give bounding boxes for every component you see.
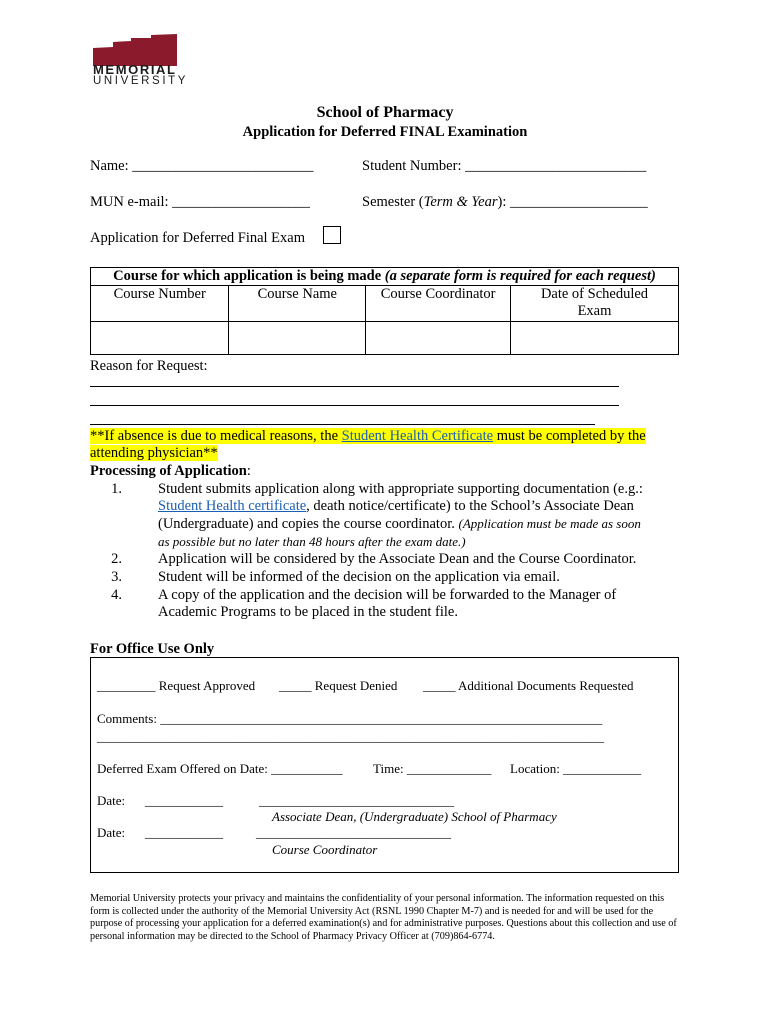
deferred-exam-label: Application for Deferred Final Exam: [90, 230, 306, 246]
dean-date-field[interactable]: ____________: [145, 793, 223, 808]
comments-field[interactable]: Comments: ____________________________________________________________________: [97, 711, 603, 726]
dean-signature-line[interactable]: ______________________________: [259, 793, 454, 808]
coordinator-date-field[interactable]: ____________: [145, 825, 223, 840]
step-2: Application will be considered by the Associate Dean and the Course Coordinator.: [158, 551, 637, 567]
step-1-number: 1.: [111, 481, 122, 497]
step-2-number: 2.: [111, 551, 122, 567]
deferred-location-field[interactable]: Location: ____________: [510, 761, 642, 776]
request-denied-field[interactable]: _____ Request Denied: [279, 678, 398, 693]
coordinator-signature-caption: Course Coordinator: [272, 842, 378, 857]
step-4-number: 4.: [111, 587, 122, 603]
reason-line-3[interactable]: [90, 424, 595, 425]
step-3-number: 3.: [111, 569, 122, 585]
student-number-field[interactable]: Student Number: _________________________: [362, 158, 647, 174]
course-table: [90, 267, 679, 355]
deferred-exam-checkbox[interactable]: [323, 226, 341, 244]
column-course-coordinator: Course Coordinator: [366, 286, 511, 322]
column-exam-date: Date of Scheduled Exam: [510, 286, 678, 322]
logo-line-2: UNIVERSITY: [93, 75, 189, 87]
student-health-certificate-link[interactable]: Student Health Certificate: [341, 428, 494, 444]
name-field[interactable]: Name: _________________________: [90, 158, 314, 174]
cell-course-number[interactable]: [91, 322, 229, 355]
reason-label: Reason for Request:: [90, 358, 208, 374]
semester-field[interactable]: Semester (Term & Year): ___________________: [362, 194, 648, 210]
request-approved-field[interactable]: _________ Request Approved: [97, 678, 256, 693]
deferred-date-field[interactable]: Deferred Exam Offered on Date: ___________: [97, 761, 343, 776]
step-1: Student submits application along with appropriate supporting documentation (e.g.: Student Health certificate, death notice/certificate) to the School’s Associate Dean (Undergraduate) and copies the course coordinator. (Application must be made as soon as possible but no later than 48 hours after the exam date.): [158, 481, 643, 549]
additional-docs-field[interactable]: _____ Additional Documents Requested: [423, 678, 634, 693]
deferred-time-field[interactable]: Time: _____________: [373, 761, 492, 776]
cell-course-name[interactable]: [229, 322, 366, 355]
page-subtitle: Application for Deferred FINAL Examination: [242, 124, 528, 140]
page-title: School of Pharmacy: [316, 104, 454, 121]
column-course-number: Course Number: [91, 286, 229, 322]
student-health-certificate-link-2[interactable]: Student Health certificate: [158, 498, 307, 514]
privacy-notice: Memorial University protects your privacy and maintains the confidentiality of your personal information. The information requested on this form is collected under the authority of the Memorial University Act (RSNL 1990 Chapter M-7) and is needed for and will be used for the purpose of processing your application for a deferred examination(s) and for administrative purposes. Questions about this collection and use of personal information may be directed to the School of Pharmacy Privacy Officer at (709)864-6774.: [90, 893, 677, 942]
step-4: A copy of the application and the decision will be forwarded to the Manager of Academic Programs to be placed in the student file.: [158, 587, 617, 620]
dean-date-label: Date:: [97, 793, 126, 808]
coordinator-signature-line[interactable]: ______________________________: [256, 825, 451, 840]
processing-title: Processing of Application:: [90, 463, 251, 479]
cell-exam-date[interactable]: [510, 322, 678, 355]
reason-line-1[interactable]: [90, 386, 619, 387]
cell-course-coordinator[interactable]: [366, 322, 511, 355]
step-3: Student will be informed of the decision on the application via email.: [158, 569, 560, 585]
office-use-title: For Office Use Only: [90, 641, 215, 657]
reason-line-2[interactable]: [90, 405, 619, 406]
column-course-name: Course Name: [229, 286, 366, 322]
logo-line-1: MEMORIAL: [93, 62, 177, 77]
coordinator-date-label: Date:: [97, 825, 126, 840]
dean-signature-caption: Associate Dean, (Undergraduate) School of Pharmacy: [272, 809, 557, 824]
comments-field-line-2[interactable]: ______________________________________________________________________________: [97, 729, 604, 744]
email-field[interactable]: MUN e-mail: ___________________: [90, 194, 310, 210]
course-table-header: Course for which application is being made (a separate form is required for each request): [91, 268, 679, 286]
medical-note: **If absence is due to medical reasons, the Student Health Certificate must be completed by the attending physician**: [90, 428, 646, 461]
